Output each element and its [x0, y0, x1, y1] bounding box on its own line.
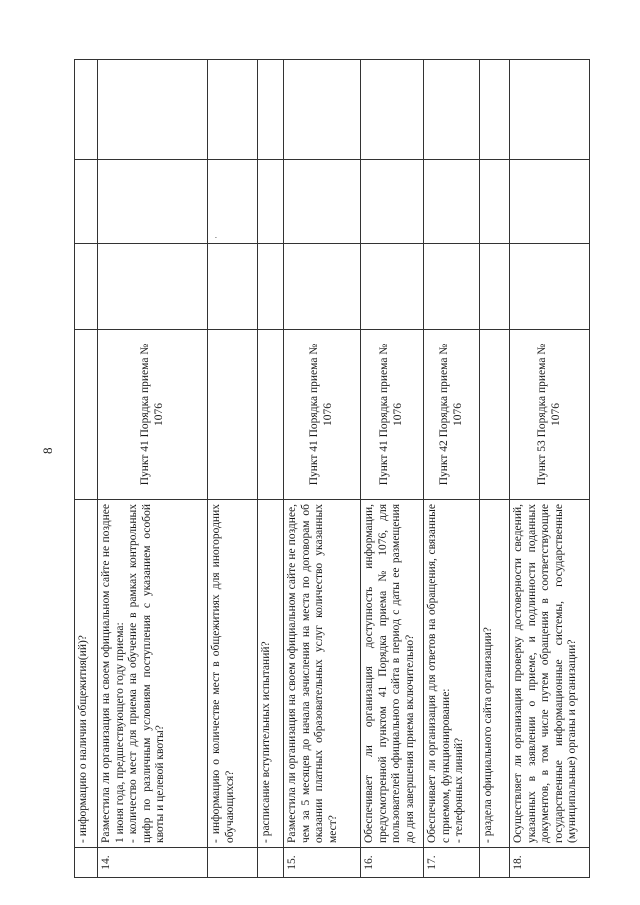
row-number: 14.: [98, 848, 208, 878]
reference-cell: Пункт 41 Порядка приема № 1076: [284, 330, 361, 500]
reference-cell: [75, 330, 98, 500]
answer-cell: [480, 244, 510, 330]
question-text: - раздела официального сайта организации?: [482, 627, 494, 843]
reference-cell: [258, 330, 284, 500]
answer-cell: [75, 60, 98, 160]
answer-cell: [98, 160, 208, 244]
answer-cell: [510, 244, 590, 330]
row-number: [480, 848, 510, 878]
table-row: [480, 60, 510, 878]
row-number: 16.: [361, 848, 424, 878]
table-row: [258, 60, 284, 878]
table-row: [424, 60, 480, 878]
question-text: Обеспечивает ли организация для ответов на обращения, связанные с приемом, функционирование:: [426, 504, 452, 843]
rotated-page: [74, 60, 596, 878]
question-cell: [480, 500, 510, 848]
answer-cell: [424, 160, 480, 244]
question-text: - количество мест для приема на обучение в рамках контрольных цифр по различным условиям поступления с указанием особой квоты и целевой квоты?: [127, 504, 167, 843]
question-text: - телефонных линий?: [453, 737, 466, 843]
row-number: 17.: [424, 848, 480, 878]
question-cell: [258, 500, 284, 848]
question-cell: [208, 500, 258, 848]
answer-cell: [75, 244, 98, 330]
answer-cell: [284, 244, 361, 330]
answer-cell: [208, 60, 258, 160]
row-number: 18.: [510, 848, 590, 878]
row-number: [208, 848, 258, 878]
row-number: [258, 848, 284, 878]
row-number: [75, 848, 98, 878]
answer-cell: [284, 160, 361, 244]
answer-cell: [480, 160, 510, 244]
question-text: - информацию о количестве мест в общежитиях для иногородних обучающихся?: [210, 504, 236, 843]
answer-cell: [75, 160, 98, 244]
answer-cell: [424, 60, 480, 160]
question-text: Обеспечивает ли организация доступность информации, предусмотренной пунктом 41 Порядка приема № 1076, для пользователей официального сайта в период с даты ее размещения до дня завершения приема включительно?: [363, 504, 416, 843]
question-text: - расписание вступительных испытаний?: [260, 641, 272, 843]
question-cell: [510, 500, 590, 848]
question-cell: [361, 500, 424, 848]
question-text: Разместила ли организация на своем официальном сайте не позднее, чем за 5 месяцев до начала зачисления на места по договорам об оказании платных образовательных услуг количество указанных мест?: [286, 504, 339, 843]
answer-cell: [424, 244, 480, 330]
answer-cell: [208, 244, 258, 330]
reference-cell: Пункт 42 Порядка приема № 1076: [424, 330, 480, 500]
reference-cell: [480, 330, 510, 500]
answer-cell: [258, 60, 284, 160]
reference-cell: Пункт 53 Порядка приема № 1076: [510, 330, 590, 500]
answer-cell: [98, 244, 208, 330]
answer-cell: [258, 244, 284, 330]
reference-cell: Пункт 41 Порядка приема № 1076: [361, 330, 424, 500]
answer-cell: [361, 160, 424, 244]
table-row: [75, 60, 98, 878]
table-row: [510, 60, 590, 878]
question-text: Осуществляет ли организация проверку достоверности сведений, указанных в заявлении о приеме, и подлинности поданных документов, в том числе путем обращения в соответствующие государственные информационные системы, государственные (муниципальные) органы и организации?: [512, 504, 579, 843]
table-row: [361, 60, 424, 878]
answer-cell: [361, 244, 424, 330]
question-cell: [424, 500, 480, 848]
table-row: [98, 60, 208, 878]
answer-cell: [258, 160, 284, 244]
answer-cell: [208, 160, 258, 244]
answer-cell: [510, 160, 590, 244]
question-cell: [284, 500, 361, 848]
page-number: 8: [40, 447, 55, 454]
row-number: 15.: [284, 848, 361, 878]
question-cell: [98, 500, 208, 848]
question-text: Разместила ли организация на своем официальном сайте не позднее 1 июня года, предшествующего году приема:: [100, 504, 126, 843]
question-text: - информацию о наличии общежития(ий)?: [77, 635, 89, 843]
answer-cell: [98, 60, 208, 160]
stray-mark: ·: [211, 236, 221, 239]
answer-cell: [510, 60, 590, 160]
question-cell: [75, 500, 98, 848]
checklist-table: [74, 59, 590, 878]
table-row: [208, 60, 258, 878]
answer-cell: [361, 60, 424, 160]
table-row: [284, 60, 361, 878]
reference-cell: [208, 330, 258, 500]
answer-cell: [284, 60, 361, 160]
answer-cell: [480, 60, 510, 160]
reference-cell: Пункт 41 Порядка приема № 1076: [98, 330, 208, 500]
